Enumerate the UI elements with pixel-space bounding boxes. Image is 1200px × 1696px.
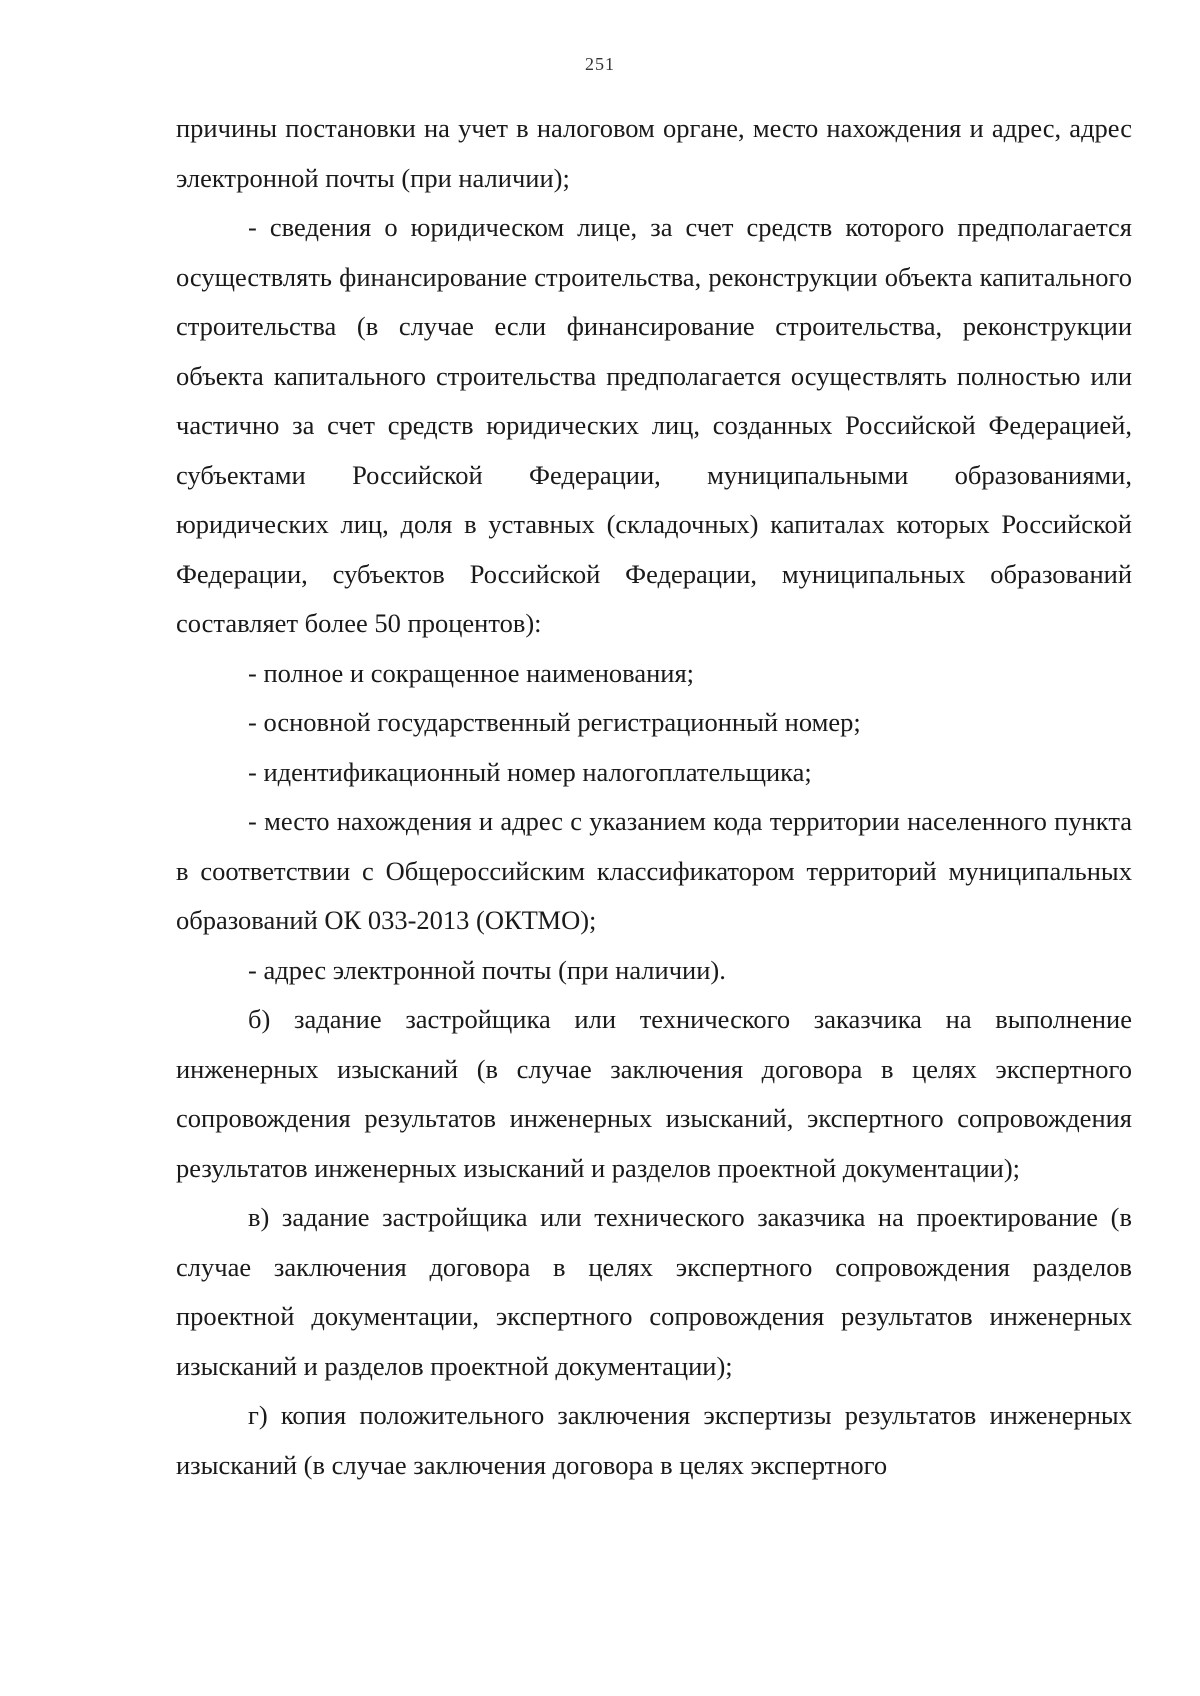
paragraph-email: - адрес электронной почты (при наличии). <box>248 954 726 985</box>
paragraph-item-g: г) копия положительного заключения экспертизы результатов инженерных изысканий (в случае заключения договора в целях экспертного <box>176 1400 1132 1480</box>
paragraph-inn: - идентификационный номер налогоплательщика; <box>248 756 812 787</box>
paragraph-legal-entity-info: - сведения о юридическом лице, за счет средств которого предполагается осуществлять финансирование строительства, реконструкции объекта капитального строительства (в случае если финансирование строительства, реконструкции объекта капитального строительства предполагается осуществлять полностью или частично за счет средств юридических лиц, созданных Российской Федерацией, субъектами Российской Федерации, муниципальными образованиями, юридических лиц, доля в уставных (складочных) капиталах которых Российской Федерации, субъектов Российской Федерации, муниципальных образований составляет более 50 процентов): <box>176 212 1132 638</box>
paragraph-location-address: - место нахождения и адрес с указанием кода территории населенного пункта в соответствии с Общероссийским классификатором территорий муниципальных образований ОК 033-2013 (ОКТМО); <box>176 806 1132 935</box>
paragraph-ogrn: - основной государственный регистрационный номер; <box>248 707 861 737</box>
paragraph-continuation: причины постановки на учет в налоговом органе, место нахождения и адрес, адрес электронной почты (при наличии); <box>176 113 1132 193</box>
document-body <box>176 104 1132 1490</box>
paragraph-item-b: б) задание застройщика или технического заказчика на выполнение инженерных изысканий (в случае заключения договора в целях экспертного сопровождения результатов инженерных изысканий, экспертного сопровождения результатов инженерных изысканий и разделов проектной документации); <box>176 1004 1132 1183</box>
paragraph-full-short-names: - полное и сокращенное наименования; <box>248 657 695 688</box>
page-number: 251 <box>585 54 615 74</box>
paragraph-item-v: в) задание застройщика или технического заказчика на проектирование (в случае заключения договора в целях экспертного сопровождения разделов проектной документации, экспертного сопровождения результатов инженерных изысканий и разделов проектной документации); <box>176 1202 1132 1381</box>
